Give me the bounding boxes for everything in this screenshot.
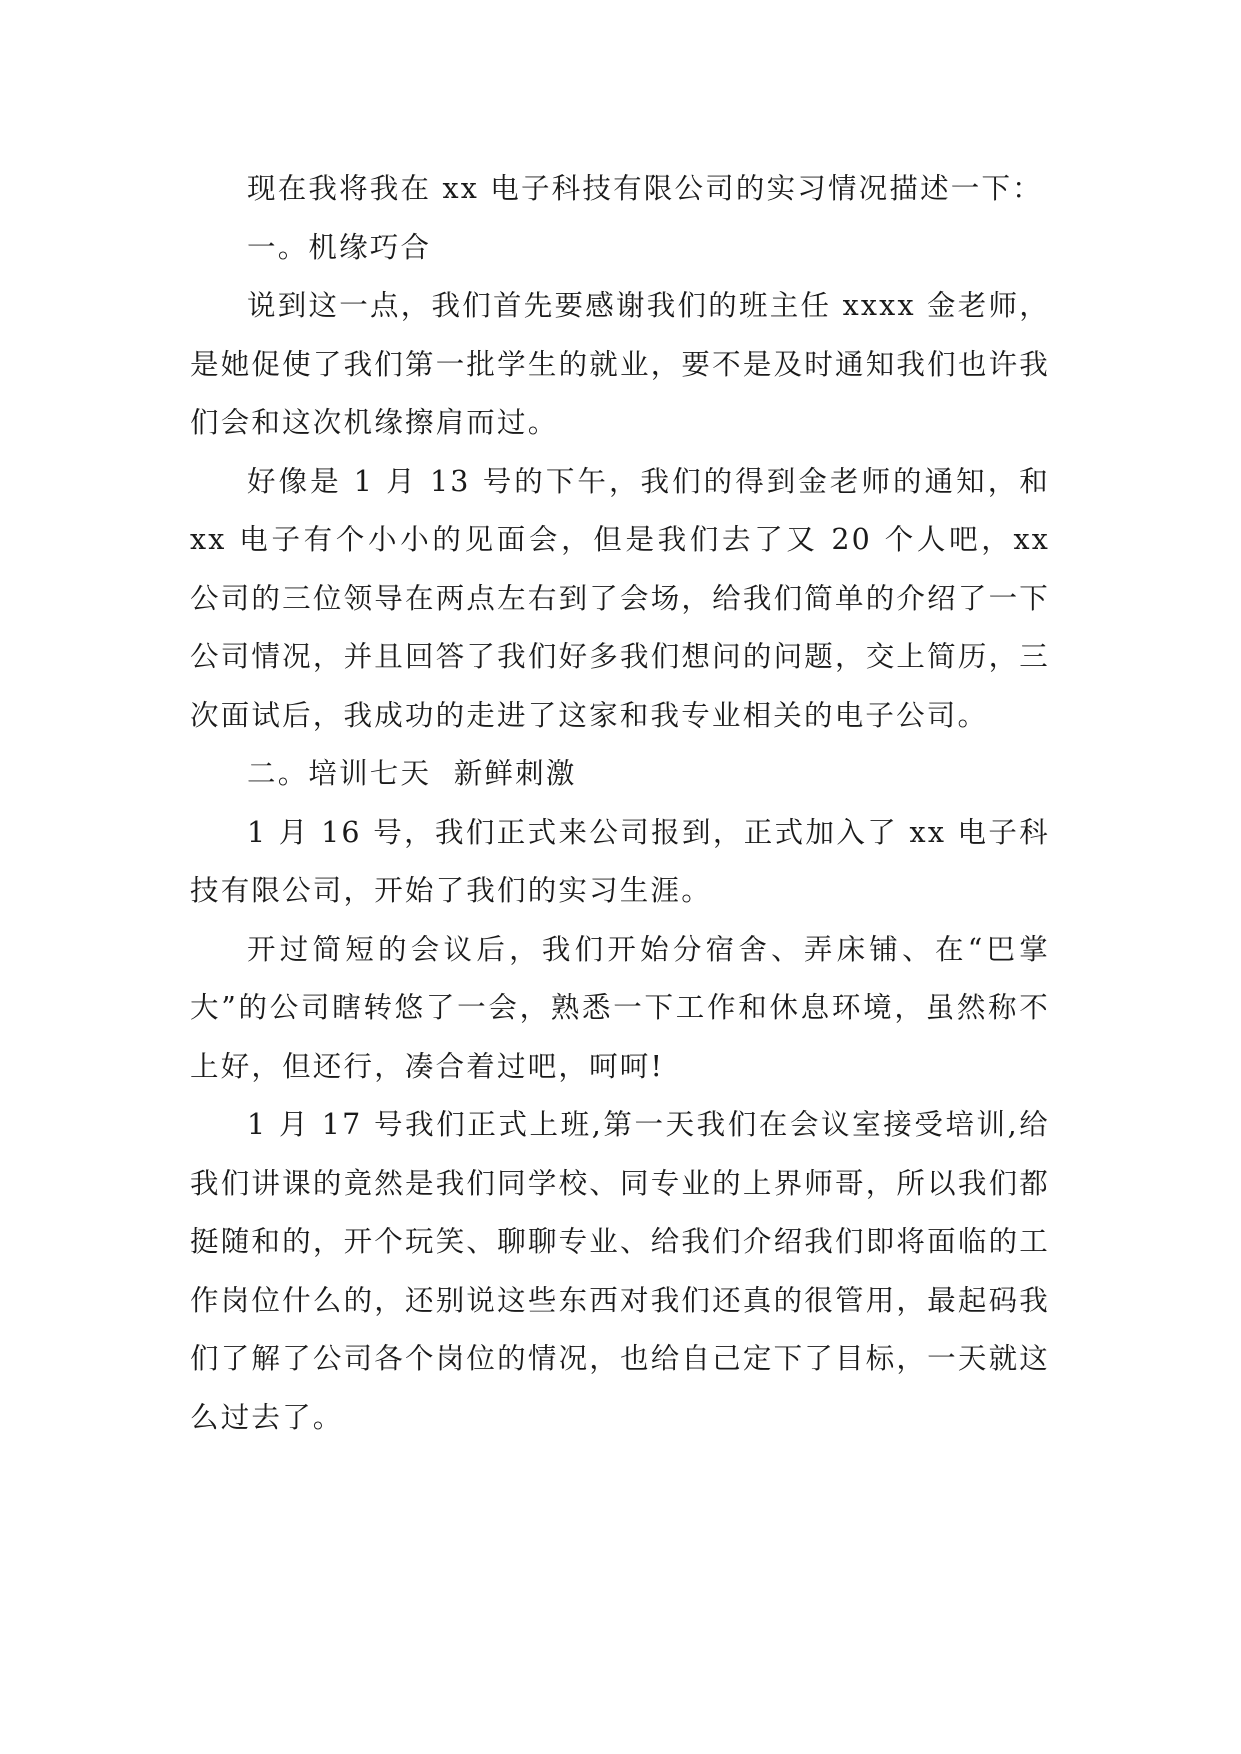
body-paragraph: 开过简短的会议后，我们开始分宿舍、弄床铺、在“巴掌大”的公司瞎转悠了一会，熟悉一下工作和休息环境，虽然称不上好，但还行，凑合着过吧，呵呵! <box>190 932 1050 1083</box>
document-body <box>190 160 1050 1447</box>
intro-paragraph: 现在我将我在 xx 电子科技有限公司的实习情况描述一下： <box>247 172 1043 205</box>
body-paragraph: 好像是 1 月 13 号的下午，我们的得到金老师的通知，和 xx 电子有个小小的见面会，但是我们去了又 20 个人吧，xx 公司的三位领导在两点左右到了会场，给我们简单的介绍了一下公司情况，并且回答了我们好多我们想问的问题，交上简历，三次面试后，我成功的走进了这家和我专业相关的电子公司。 <box>190 464 1050 732</box>
section-heading-2: 二。培训七天 新鲜刺激 <box>247 757 577 790</box>
body-paragraph: 说到这一点，我们首先要感谢我们的班主任 xxxx 金老师，是她促使了我们第一批学生的就业，要不是及时通知我们也许我们会和这次机缘擦肩而过。 <box>190 289 1050 439</box>
section-heading-1: 一。机缘巧合 <box>247 230 432 264</box>
body-paragraph: 1 月 16 号，我们正式来公司报到，正式加入了 xx 电子科技有限公司，开始了我们的实习生涯。 <box>190 815 1050 907</box>
body-paragraph: 1 月 17 号我们正式上班,第一天我们在会议室接受培训,给我们讲课的竟然是我们同学校、同专业的上界师哥，所以我们都挺随和的，开个玩笑、聊聊专业、给我们介绍我们即将面临的工作岗位什么的，还别说这些东西对我们还真的很管用，最起码我们了解了公司各个岗位的情况，也给自己定下了目标，一天就这么过去了。 <box>190 1108 1050 1434</box>
